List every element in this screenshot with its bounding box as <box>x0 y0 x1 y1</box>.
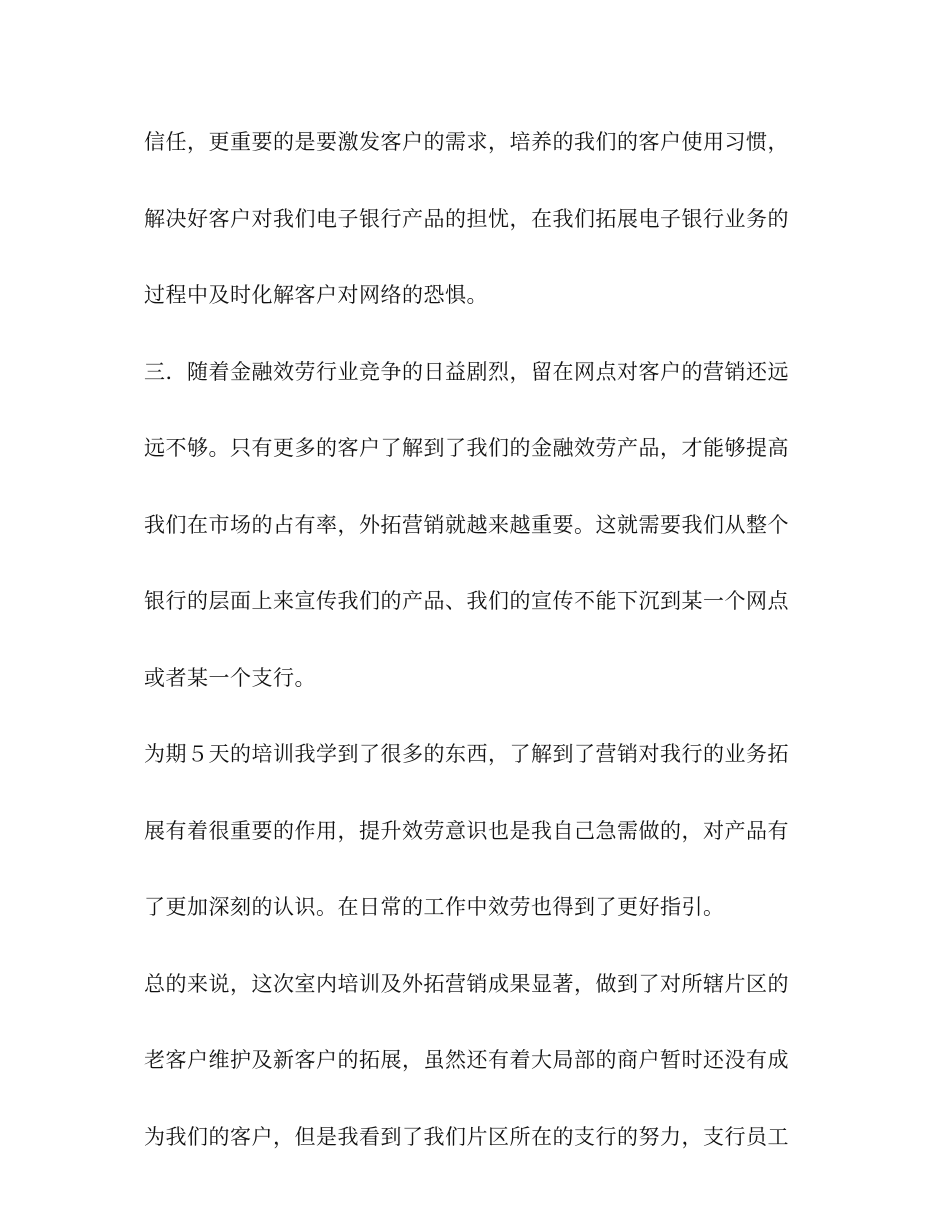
text-line: 解决好客户对我们电子银行产品的担忧，在我们拓展电子银行业务的 <box>144 206 789 231</box>
text-line: 老客户维护及新客户的拓展，虽然还有着大局部的商户暂时还没有成 <box>144 1048 789 1072</box>
text-line: 三．随着金融效劳行业竞争的日益剧烈，留在网点对客户的营销还远 <box>144 359 789 384</box>
text-line: 或者某一个支行。 <box>144 665 316 690</box>
text-line: 展有着很重要的作用，提升效劳意识也是我自己急需做的，对产品有 <box>144 818 789 843</box>
text-line: 为期５天的培训我学到了很多的东西，了解到了营销对我行的业务拓 <box>144 742 789 766</box>
text-line: 总的来说，这次室内培训及外拓营销成果显著，做到了对所辖片区的 <box>144 971 789 996</box>
text-line: 了更加深刻的认识。在日常的工作中效劳也得到了更好指引。 <box>144 895 725 919</box>
text-line: 信任，更重要的是要激发客户的需求，培养的我们的客户使用习惯， <box>144 130 789 154</box>
text-line: 过程中及时化解客户对网络的恐惧。 <box>144 283 488 307</box>
text-line: 我们在市场的占有率，外拓营销就越来越重要。这就需要我们从整个 <box>144 512 789 537</box>
text-line: 为我们的客户，但是我看到了我们片区所在的支行的努力，支行员工 <box>144 1124 789 1149</box>
document-body <box>144 122 804 1193</box>
text-line: 银行的层面上来宣传我们的产品、我们的宣传不能下沉到某一个网点 <box>144 589 789 613</box>
text-line: 远不够。只有更多的客户了解到了我们的金融效劳产品，才能够提高 <box>144 436 789 460</box>
